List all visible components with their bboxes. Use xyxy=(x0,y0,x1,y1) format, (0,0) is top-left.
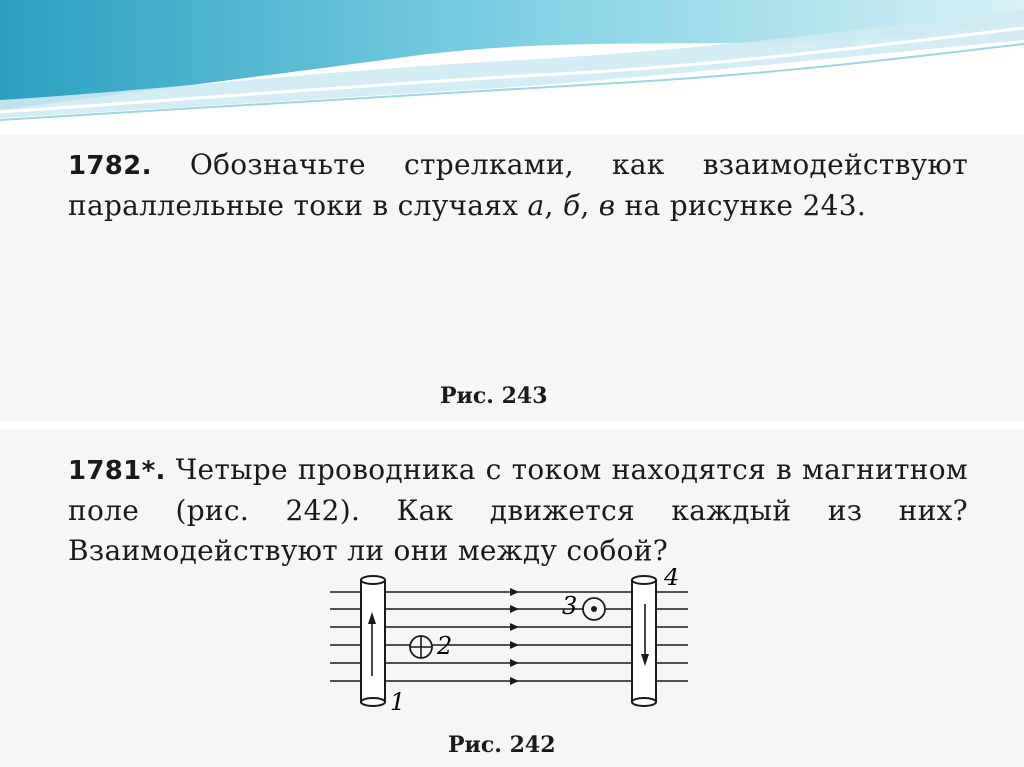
figure-242 xyxy=(320,568,710,728)
field-direction-arrows xyxy=(510,588,519,685)
case-v-label: в xyxy=(598,189,616,222)
slide-header-wave xyxy=(0,0,1024,140)
conductor-1-cylinder-icon xyxy=(361,576,385,706)
conductor-4-cylinder-icon xyxy=(632,576,656,706)
problem-1782-text-after: на рисунке 243. xyxy=(615,189,867,222)
case-a-label: а xyxy=(527,189,545,222)
problem-1781-number: 1781*. xyxy=(68,456,166,486)
case-b-label: б xyxy=(562,189,581,222)
problem-1781-block xyxy=(0,430,1024,767)
problem-1781-body: Четыре проводника с током находятся в магнитном поле (рис. 242). Как движется каждый из них? Взаимодействуют ли они между собой? xyxy=(68,453,968,567)
figure-242-caption: Рис. 242 xyxy=(448,732,556,758)
problem-1782-text-before: Обозначьте стрелками, как взаимодействуют параллельные токи в случаях xyxy=(68,148,968,222)
conductor-2-label: 2 xyxy=(437,632,453,660)
conductor-3-label: 3 xyxy=(562,592,578,620)
conductor-1-label: 1 xyxy=(390,688,406,716)
conductor-2-into-page-icon xyxy=(410,636,432,658)
figure-243-caption: Рис. 243 xyxy=(440,383,548,409)
conductor-4-label: 4 xyxy=(664,568,680,591)
problem-1782-text: 1782. Обозначьте стрелками, как взаимодействуют параллельные токи в случаях а, б, в на рисунке 243. xyxy=(68,148,968,222)
conductor-3-out-of-page-icon xyxy=(583,598,605,620)
problem-1782-block xyxy=(0,135,1024,422)
problem-1782-number: 1782. xyxy=(68,151,152,181)
problem-1781-text xyxy=(68,450,968,571)
figure-243 xyxy=(0,243,1024,373)
